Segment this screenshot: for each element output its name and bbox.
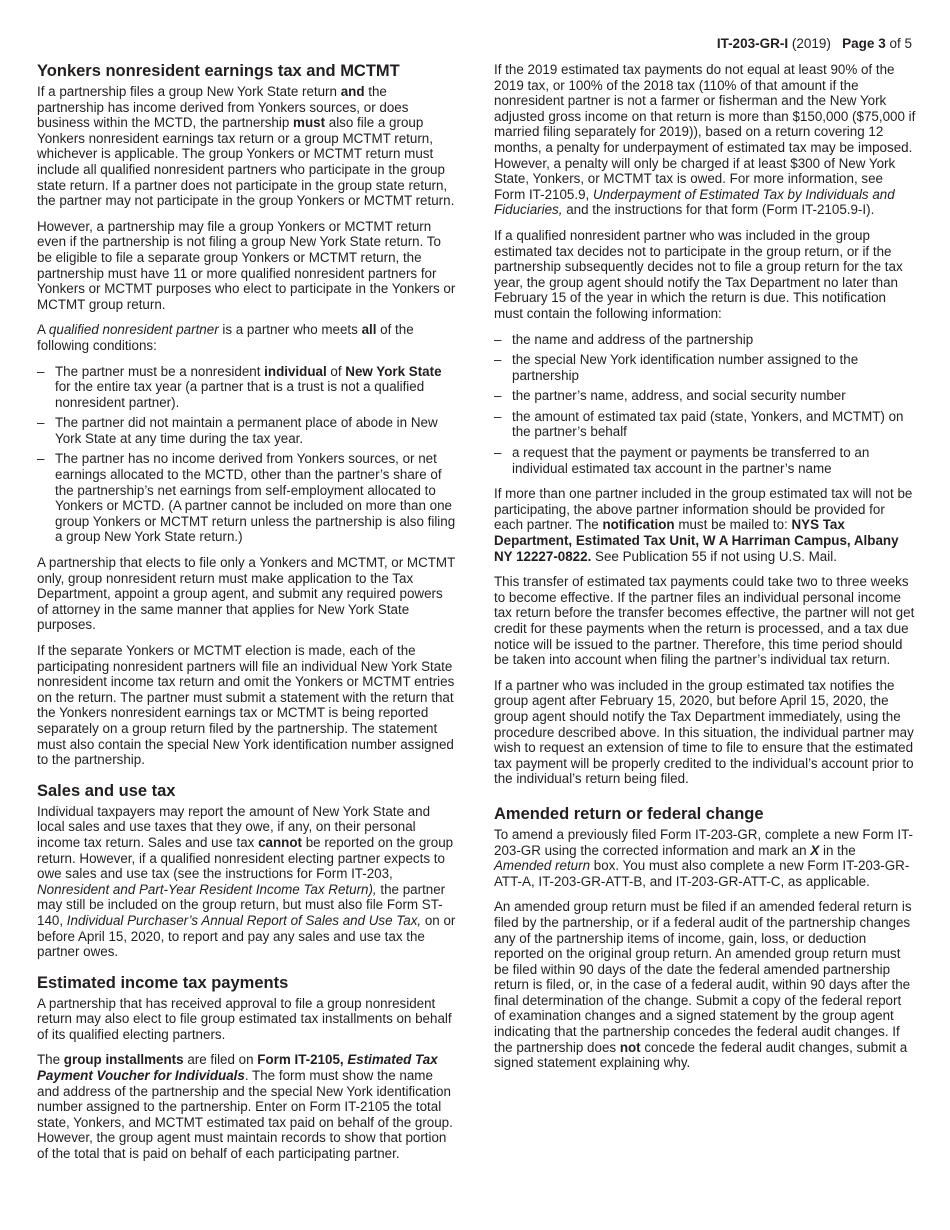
paragraph: If a partnership files a group New York State return and the partnership has income derived from Yonkers sources, or does business within the MCTD, the partnership must also file a group Yonkers nonresident earnings tax return or a group MCTMT return, whichever is applicable. The group Yonkers or MCTMT return must include all qualified nonresident partners who participate in the group state return. If a partner does not participate in the group state return, the partner may not participate in the group Yonkers or MCTMT return.: [37, 84, 455, 209]
section-amended-return: [494, 805, 916, 1071]
paragraph: A qualified nonresident partner is a partner who meets all of the following conditions:: [37, 322, 414, 353]
section-title: Amended return or federal change: [494, 804, 764, 823]
section-title: Estimated income tax payments: [37, 973, 289, 992]
paragraph: If the separate Yonkers or MCTMT election is made, each of the participating nonresident partners will file an individual New York State nonresident income tax return and omit the Yonkers or MCTMT entries on the return. The partner must submit a statement with the return that the Yonkers nonresident earnings tax or MCTMT is being reported separately on a group return filed by the partnership. The statement must also contain the special New York identification number assigned to the partnership.: [37, 643, 455, 768]
paragraph: An amended group return must be filed if an amended federal return is filed by the partnership, or if a federal audit of the partnership changes any of the partnership items of income, gain, loss, or deduction reported on the original group return. An amended group return must be filed within 90 days of the date the federal amended partnership return is filed, or, in the case of a federal audit, within 90 days after the final determination of the change. Submit a copy of the federal report of examination changes and a signed statement by the group agent indicating that the partnership concedes the federal audit changes. If the partnership does not concede the federal audit changes, submit a signed statement explaining why.: [494, 899, 912, 1071]
form-year: (2019): [791, 36, 831, 51]
paragraph: A partnership that elects to file only a Yonkers and MCTMT, or MCTMT only, group nonresident return must make application to the Tax Department, appoint a group agent, and submit any required powers of attorney in the same manner that applies for New York State purposes.: [37, 555, 456, 633]
list-item: – the amount of estimated tax paid (state, Yonkers, and MCTMT) on the partner’s behalf: [494, 409, 916, 440]
list-item: – The partner did not maintain a permanent place of abode in New York State at any time during the tax year.: [37, 415, 457, 446]
left-column: [37, 62, 457, 1172]
paragraph: If the 2019 estimated tax payments do not equal at least 90% of the 2019 tax, or 100% of the 2018 tax (110% of that amount if the nonresident partner is not a farmer or fisherman and the New York adjusted gross income on that return is more than $150,000 ($75,000 if married filing separately for 2019)), based on a return covering 12 months, a penalty for underpayment of estimated tax may be imposed. However, a penalty will only be charged if at least $300 of New York State, Yonkers, or MCTMT tax is owed. For more information, see Form IT-2105.9, Underpayment of Estimated Tax by Individuals and Fiduciaries, and the instructions for that form (Form IT-2105.9-I).: [494, 62, 916, 218]
list-item: – The partner has no income derived from Yonkers sources, or net earnings allocated to the MCTD, other than the partner’s share of the partnership’s net earnings from self-employment allocated to Yonkers or MCTD. (A partner cannot be included on more than one group Yonkers or MCTMT return unless the partnership is also filing a group New York State return.): [37, 451, 457, 545]
paragraph: If more than one partner included in the group estimated tax will not be participating, the above partner information should be provided for each partner. The notification must be mailed to: NYS Tax Department, Estimated Tax Unit, W A Harriman Campus, Albany NY 12227-0822. See Publication 55 if not using U.S. Mail.: [494, 486, 913, 564]
notification-list: [494, 332, 916, 477]
section-title: Sales and use tax: [37, 781, 176, 800]
list-item: – the partner’s name, address, and social security number: [494, 388, 916, 404]
section-title: Yonkers nonresident earnings tax and MCTMT: [37, 62, 400, 80]
paragraph: To amend a previously filed Form IT-203-GR, complete a new Form IT-203-GR using the corrected information and mark an X in the Amended return box. You must also complete a new Form IT-203-GR-ATT-A, IT-203-GR-ATT-B, and IT-203-GR-ATT-C, as applicable.: [494, 826, 913, 889]
paragraph: If a qualified nonresident partner who was included in the group estimated tax decides not to participate in the group return, or if the partnership subsequently decides not to file a group return for the tax year, the group agent should notify the Tax Department no later than February 15 of the year in which the return is due. This notification must contain the following information:: [494, 227, 903, 321]
conditions-list: [37, 364, 457, 546]
right-column: [494, 62, 916, 1081]
paragraph: A partnership that has received approval to file a group nonresident return may also elect to file group estimated tax installments on behalf of its qualified electing partners.: [37, 995, 452, 1042]
list-item: – the special New York identification number assigned to the partnership: [494, 352, 916, 383]
list-item: – The partner must be a nonresident individual of New York State for the entire tax year (a partner that is a trust is not a qualified nonresident partner).: [37, 364, 457, 411]
section-sales-use-tax: [37, 782, 457, 960]
paragraph: If a partner who was included in the group estimated tax notifies the group agent after February 15, 2020, but before April 15, 2020, the group agent should notify the Tax Department immediately, using the procedure described above. In this situation, the individual partner may wish to request an extension of time to file to ensure that the estimated tax payment will be properly credited to the individual’s account prior to the individual’s return being filed.: [494, 677, 914, 787]
list-item: – a request that the payment or payments be transferred to an individual estimated tax account in the partner’s name: [494, 445, 916, 476]
page-header: [717, 36, 912, 52]
section-yonkers: [37, 62, 457, 768]
page-label: Page: [842, 36, 875, 51]
paragraph: This transfer of estimated tax payments could take two to three weeks to become effective. If the partner files an individual personal income tax return before the transfer becomes effective, the partner will not get credit for these payments when the return is processed, and a tax due notice will be issued to the partner. Therefore, this time period should be taken into account when filing the partner’s individual tax return.: [494, 574, 915, 668]
section-estimated-tax: [37, 974, 457, 1162]
form-id: IT-203-GR-I: [716, 36, 789, 51]
page-total: of 5: [889, 36, 912, 51]
paragraph: The group installments are filed on Form IT-2105, Estimated Tax Payment Voucher for Individuals. The form must show the name and address of the partnership and the special New York identification number assigned to the partnership. Enter on Form IT-2105 the total state, Yonkers, and MCTMT estimated tax paid on behalf of the group. However, the group agent must maintain records to show that portion of the total that is paid on behalf of each participating partner.: [37, 1052, 453, 1162]
paragraph: However, a partnership may file a group Yonkers or MCTMT return even if the partnership is not filing a group New York State return. To be eligible to file a separate group Yonkers or MCTMT return, the partnership must have 11 or more qualified nonresident partners for Yonkers or MCTMT purposes who elect to participate in the Yonkers or MCTMT group return.: [37, 218, 456, 312]
page-number: 3: [878, 36, 886, 51]
list-item: – the name and address of the partnership: [494, 332, 916, 348]
paragraph: Individual taxpayers may report the amount of New York State and local sales and use taxes that they owe, if any, on their personal income tax return. Sales and use tax cannot be reported on the group return. However, if a qualified nonresident electing partner expects to owe sales and use tax (see the instructions for Form IT-203, Nonresident and Part-Year Resident Income Tax Return), the partner may still be included on the group return, but must also file Form ST-140, Individual Purchaser’s Annual Report of Sales and Use Tax, on or before April 15, 2020, to report and pay any sales and use tax the partner owes.: [37, 803, 456, 960]
